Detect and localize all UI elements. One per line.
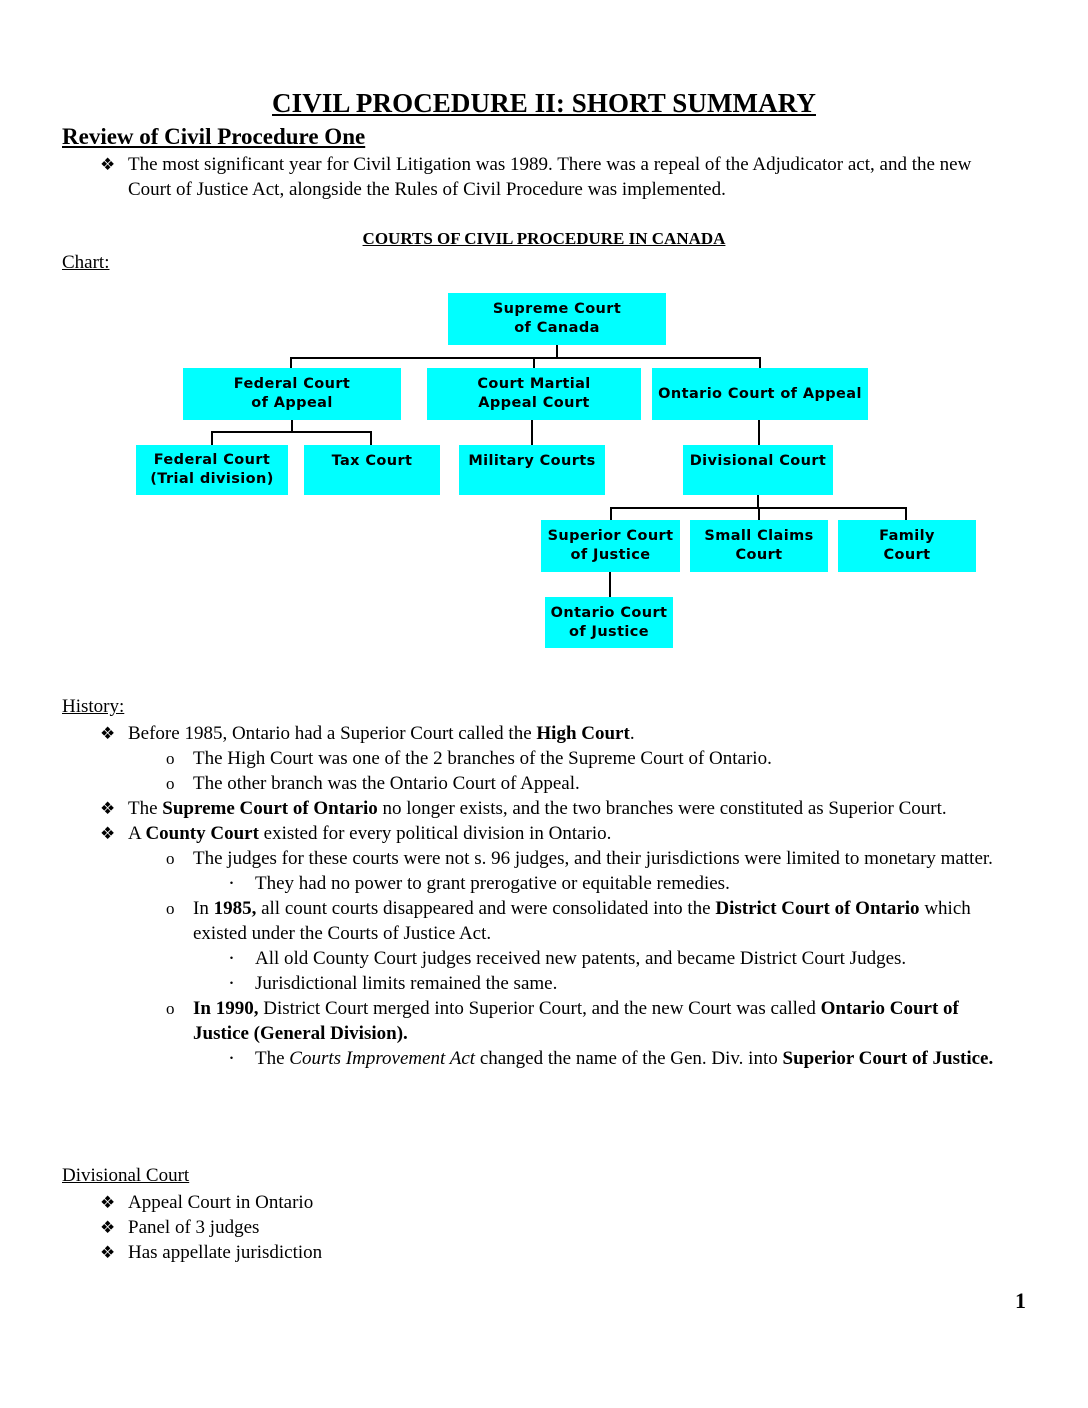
connector-to-scj — [610, 507, 612, 521]
bullet-circle-icon: o — [166, 999, 175, 1018]
text-run: The — [255, 1048, 290, 1069]
list-item — [62, 821, 1014, 846]
text-run-bold: In 1990, — [193, 998, 259, 1019]
connector-div-down — [757, 495, 759, 508]
list-item — [62, 796, 1014, 821]
list-item-label: The most significant year for Civil Litigation was 1989. There was a repeal of the Adjudicator act, and the new Court of Justice Act, alongside the Rules of Civil Procedure was implemented. — [128, 154, 972, 200]
bullet-circle-icon: o — [166, 899, 175, 918]
list-item-label — [128, 796, 1014, 821]
connector-to-fca — [290, 357, 292, 369]
node-line-2: of Justice — [570, 547, 651, 563]
connector-to-family — [905, 507, 907, 521]
text-run: In — [193, 898, 214, 919]
node-line-1: Family — [879, 528, 935, 544]
node-line-1: Ontario Court of Appeal — [658, 385, 862, 402]
page-title-text: CIVIL PROCEDURE II: SHORT SUMMARY — [272, 88, 816, 118]
node-line-1: Small Claims — [704, 528, 814, 544]
node-court-martial-appeal-court — [427, 368, 641, 420]
section-heading-history: History: — [62, 696, 125, 717]
list-item — [62, 152, 1014, 202]
node-family-court — [838, 520, 976, 572]
section-heading-review: Review of Civil Procedure One — [62, 124, 366, 149]
bullet-diamond-icon: ❖ — [100, 1218, 116, 1237]
node-line-2: Appeal Court — [478, 395, 590, 411]
node-line-1: Military Courts — [468, 453, 596, 469]
node-line-1: Tax Court — [331, 453, 413, 469]
list-item-label — [193, 896, 1014, 946]
text-run-bold: District Court of Ontario — [715, 898, 920, 919]
text-run: no longer exists, and the two branches were constituted as Superior Court. — [377, 798, 947, 819]
text-run: which existed under the Courts of Justice Act. — [193, 898, 971, 944]
bullet-diamond-icon: ❖ — [100, 1193, 116, 1212]
list-item — [62, 1046, 1014, 1071]
section-heading-divisional-court: Divisional Court — [62, 1165, 190, 1186]
chart-title — [0, 229, 1088, 249]
list-item-label — [128, 721, 1014, 746]
list-item — [62, 771, 1014, 796]
bullet-diamond-icon: ❖ — [100, 799, 116, 818]
text-run-bold: County Court — [145, 823, 259, 844]
connector-fca-bus — [211, 431, 372, 433]
text-run-bold: Superior Court of Justice. — [782, 1048, 994, 1069]
text-run: . — [629, 723, 635, 744]
node-line-1: Divisional Court — [689, 453, 827, 469]
list-item-label — [128, 821, 1014, 846]
text-run: changed the name of the Gen. Div. into — [475, 1048, 783, 1069]
text-run: all count courts disappeared and were consolidated into the — [256, 898, 716, 919]
list-item — [62, 1215, 1014, 1240]
list-item — [62, 1240, 1014, 1265]
bullet-diamond-icon: ❖ — [100, 155, 116, 174]
node-line-2: of Justice — [569, 623, 649, 640]
connector-row2-bus — [290, 357, 761, 359]
node-supreme-court-of-canada — [448, 293, 666, 345]
connector-cmac-mil — [531, 420, 533, 446]
connector-row4-bus — [610, 507, 907, 509]
chart-title-text: COURTS OF CIVIL PROCEDURE IN CANADA — [362, 229, 726, 248]
list-item — [62, 971, 1014, 996]
list-item-label: The other branch was the Ontario Court of Appeal. — [193, 773, 580, 794]
list-item — [62, 1190, 1014, 1215]
history-bullet-list — [62, 721, 1014, 1071]
list-item-label: Appeal Court in Ontario — [128, 1192, 314, 1213]
list-item — [62, 946, 1014, 971]
connector-to-cmac — [533, 357, 535, 369]
list-item-label: The High Court was one of the 2 branches of the Supreme Court of Ontario. — [193, 748, 772, 769]
list-item — [62, 896, 1014, 946]
node-line-1: Federal Court — [233, 376, 351, 392]
node-tax-court — [304, 445, 440, 495]
list-item-label — [255, 1046, 1014, 1071]
bullet-dot-icon: · — [228, 871, 235, 895]
list-item-label: The judges for these courts were not s. 96 judges, and their jurisdictions were limited to monetary matter. — [193, 848, 993, 869]
text-run: District Court merged into Superior Court, and the new Court was called — [258, 998, 821, 1019]
text-run-bold: Ontario Court of Justice (General Division). — [193, 998, 959, 1044]
node-small-claims-court — [690, 520, 828, 572]
bullet-circle-icon: o — [166, 774, 175, 793]
list-item-label: They had no power to grant prerogative or equitable remedies. — [255, 873, 730, 894]
bullet-diamond-icon: ❖ — [100, 1243, 116, 1262]
node-line-1: Supreme Court — [492, 301, 622, 317]
list-item-label: Has appellate jurisdiction — [128, 1242, 323, 1263]
bullet-circle-icon: o — [166, 849, 175, 868]
list-item — [62, 996, 1014, 1046]
node-military-courts — [459, 445, 605, 495]
text-run: existed for every political division in Ontario. — [258, 823, 612, 844]
connector-scj-ocj — [609, 572, 611, 598]
node-line-1: Superior Court — [547, 528, 674, 544]
connector-to-fct — [211, 431, 213, 446]
list-item — [62, 746, 1014, 771]
node-line-2: Court — [735, 547, 783, 563]
node-federal-court-of-appeal — [183, 368, 401, 420]
node-federal-court-trial-division — [136, 445, 288, 495]
connector-scc-down — [556, 345, 558, 358]
page-number: 1 — [1015, 1288, 1026, 1313]
node-superior-court-of-justice — [541, 520, 680, 572]
connector-fca-down — [291, 420, 293, 432]
divisional-bullet-list — [62, 1190, 1014, 1265]
bullet-dot-icon: · — [228, 946, 235, 970]
node-ontario-court-of-appeal — [652, 368, 868, 420]
bullet-circle-icon: o — [166, 749, 175, 768]
list-item-label: All old County Court judges received new patents, and became District Court Judges. — [255, 948, 907, 969]
review-bullet-list — [62, 152, 1014, 202]
text-run: Before 1985, Ontario had a Superior Court called the — [128, 723, 537, 744]
node-line-2: Court — [883, 547, 931, 563]
node-ontario-court-of-justice — [545, 597, 673, 648]
node-line-1: Ontario Court — [550, 604, 668, 621]
node-line-1: Federal Court — [153, 452, 271, 468]
page-title — [0, 88, 1088, 119]
node-divisional-court — [683, 445, 833, 495]
text-run: The — [128, 798, 163, 819]
connector-to-oca — [759, 357, 761, 369]
connector-oca-div — [758, 420, 760, 446]
bullet-dot-icon: · — [228, 1046, 235, 1070]
bullet-diamond-icon: ❖ — [100, 724, 116, 743]
list-item-label: Panel of 3 judges — [128, 1217, 260, 1238]
bullet-diamond-icon: ❖ — [100, 824, 116, 843]
list-item — [62, 871, 1014, 896]
text-run-italic: Courts Improvement Act — [289, 1048, 476, 1069]
node-line-2: (Trial division) — [150, 471, 274, 487]
node-line-2: of Appeal — [251, 395, 333, 411]
connector-to-smallclaims — [758, 507, 760, 521]
node-line-1: Court Martial — [477, 376, 591, 392]
text-run: A — [128, 823, 146, 844]
list-item-label — [193, 996, 1014, 1046]
connector-to-tax — [370, 431, 372, 446]
list-item — [62, 846, 1014, 871]
chart-label: Chart: — [62, 252, 110, 273]
list-item-label: Jurisdictional limits remained the same. — [255, 973, 558, 994]
text-run-bold: 1985, — [213, 898, 257, 919]
node-line-2: of Canada — [514, 320, 600, 336]
text-run-bold: High Court — [536, 723, 630, 744]
list-item — [62, 721, 1014, 746]
bullet-dot-icon: · — [228, 971, 235, 995]
text-run-bold: Supreme Court of Ontario — [162, 798, 378, 819]
